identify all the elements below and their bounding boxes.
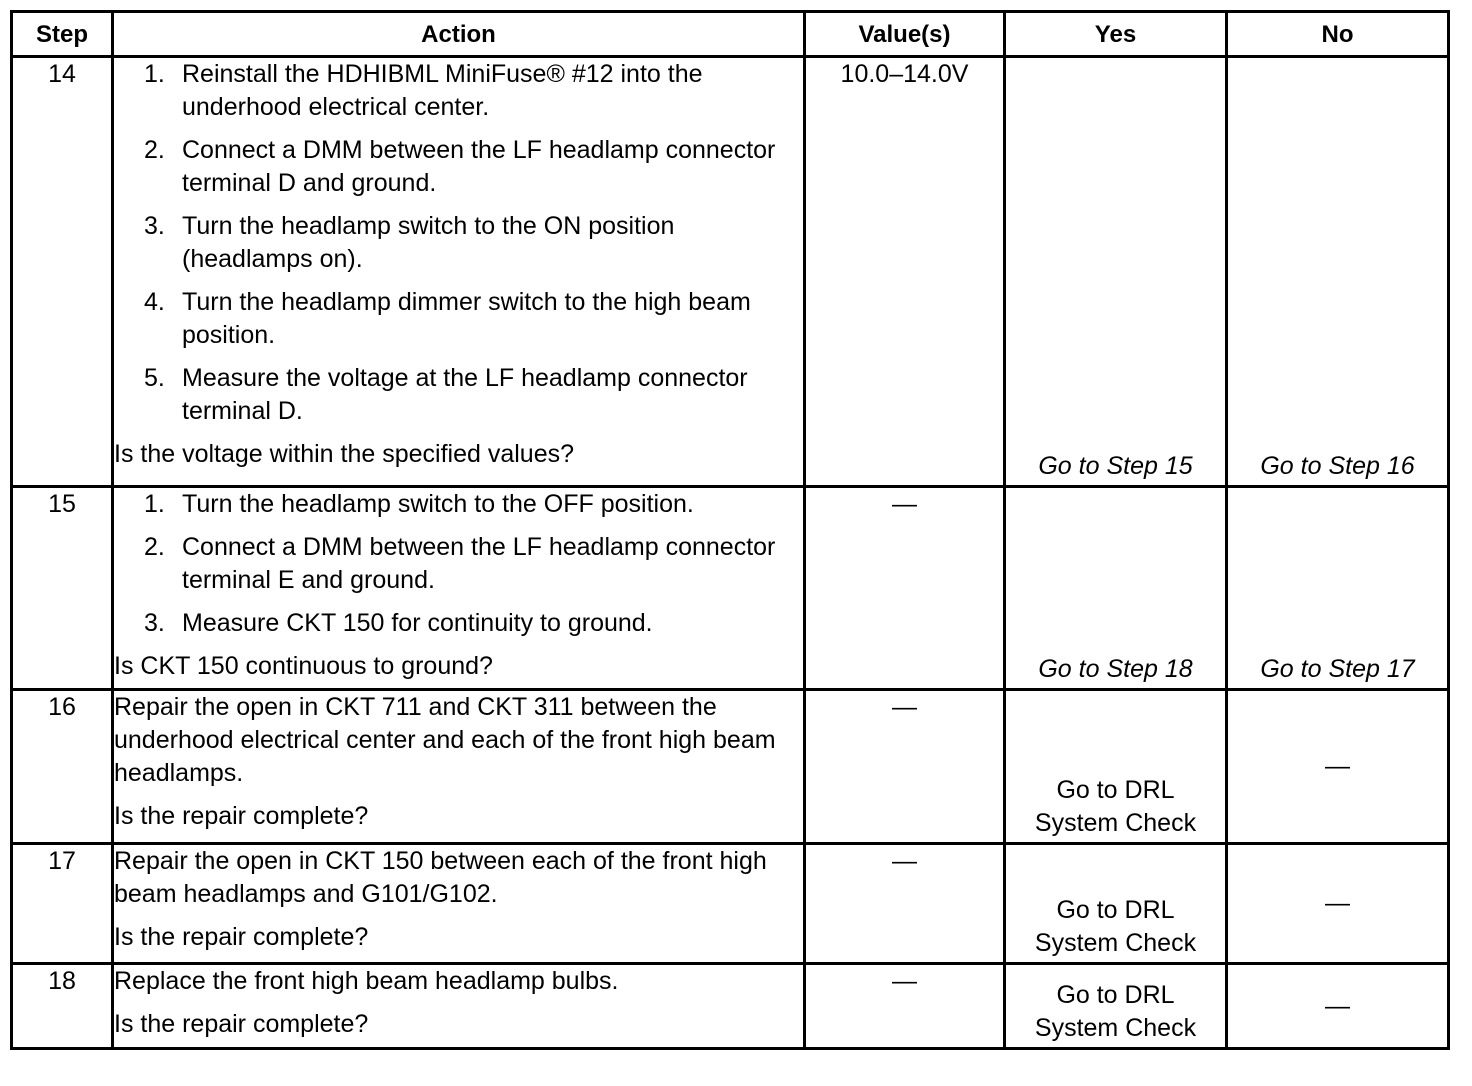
table-row-step-17 [12,844,1449,964]
action-steps [114,488,803,640]
action-step: Turn the headlamp dimmer switch to the high beam position. [182,288,751,349]
action-steps [114,58,803,428]
header-no: No [1227,12,1449,57]
action-step: Turn the headlamp switch to the ON position (headlamps on). [182,212,675,273]
table-row-step-15 [12,487,1449,690]
yes-result-line: Go to DRL [1056,896,1175,924]
yes-result-line: System Check [1034,1014,1197,1042]
action-cell [113,964,805,1049]
yes-cell [1005,844,1227,964]
action-text: Repair the open in CKT 711 and CKT 311 between the underhood electrical center and each of the front high beam headlamps. [114,693,776,787]
step-number: 17 [12,844,113,964]
no-cell [1227,57,1449,487]
action-question: Is the repair complete? [114,1010,369,1038]
action-step: Measure the voltage at the LF headlamp connector terminal D. [182,364,748,425]
diagnostic-table [10,10,1450,1050]
yes-result: Go to Step 15 [1038,452,1193,480]
yes-result-line: Go to DRL [1056,776,1175,804]
value-cell: — [805,844,1005,964]
yes-result [1006,979,1225,1045]
value-cell: — [805,487,1005,690]
yes-result [1006,774,1225,840]
action-cell [113,844,805,964]
action-text: Replace the front high beam headlamp bulbs. [114,967,619,995]
yes-result-line: System Check [1034,929,1197,957]
table-row-step-14 [12,57,1449,487]
action-cell [113,57,805,487]
step-number: 16 [12,690,113,844]
value-cell: — [805,690,1005,844]
yes-result: Go to Step 18 [1038,655,1193,683]
action-question: Is the repair complete? [114,923,369,951]
action-text: Repair the open in CKT 150 between each of the front high beam headlamps and G101/G102. [114,847,767,908]
yes-result-line: Go to DRL [1056,981,1175,1009]
action-step: Measure CKT 150 for continuity to ground. [182,609,653,637]
action-step: Reinstall the HDHIBML MiniFuse® #12 into the underhood electrical center. [182,60,703,121]
no-cell: — [1227,844,1449,964]
table-row-step-16 [12,690,1449,844]
no-cell: — [1227,964,1449,1049]
yes-cell [1005,57,1227,487]
no-cell [1227,487,1449,690]
value-cell: 10.0–14.0V [805,57,1005,487]
yes-cell [1005,487,1227,690]
step-number: 15 [12,487,113,690]
action-step: Connect a DMM between the LF headlamp connector terminal E and ground. [182,533,776,594]
yes-result [1006,894,1225,960]
action-question: Is the repair complete? [114,802,369,830]
header-step: Step [12,12,113,57]
action-step: Connect a DMM between the LF headlamp connector terminal D and ground. [182,136,776,197]
step-number: 14 [12,57,113,487]
action-question: Is the voltage within the specified values? [114,440,574,468]
yes-cell [1005,690,1227,844]
table-row-step-18 [12,964,1449,1049]
action-question: Is CKT 150 continuous to ground? [114,652,493,680]
header-values: Value(s) [805,12,1005,57]
header-action: Action [113,12,805,57]
action-cell [113,690,805,844]
no-result: Go to Step 16 [1260,452,1415,480]
no-cell: — [1227,690,1449,844]
header-yes: Yes [1005,12,1227,57]
no-result: Go to Step 17 [1260,655,1415,683]
value-cell: — [805,964,1005,1049]
action-step: Turn the headlamp switch to the OFF position. [182,490,694,518]
step-number: 18 [12,964,113,1049]
yes-cell [1005,964,1227,1049]
action-cell [113,487,805,690]
yes-result-line: System Check [1034,809,1197,837]
header-row [12,12,1449,57]
